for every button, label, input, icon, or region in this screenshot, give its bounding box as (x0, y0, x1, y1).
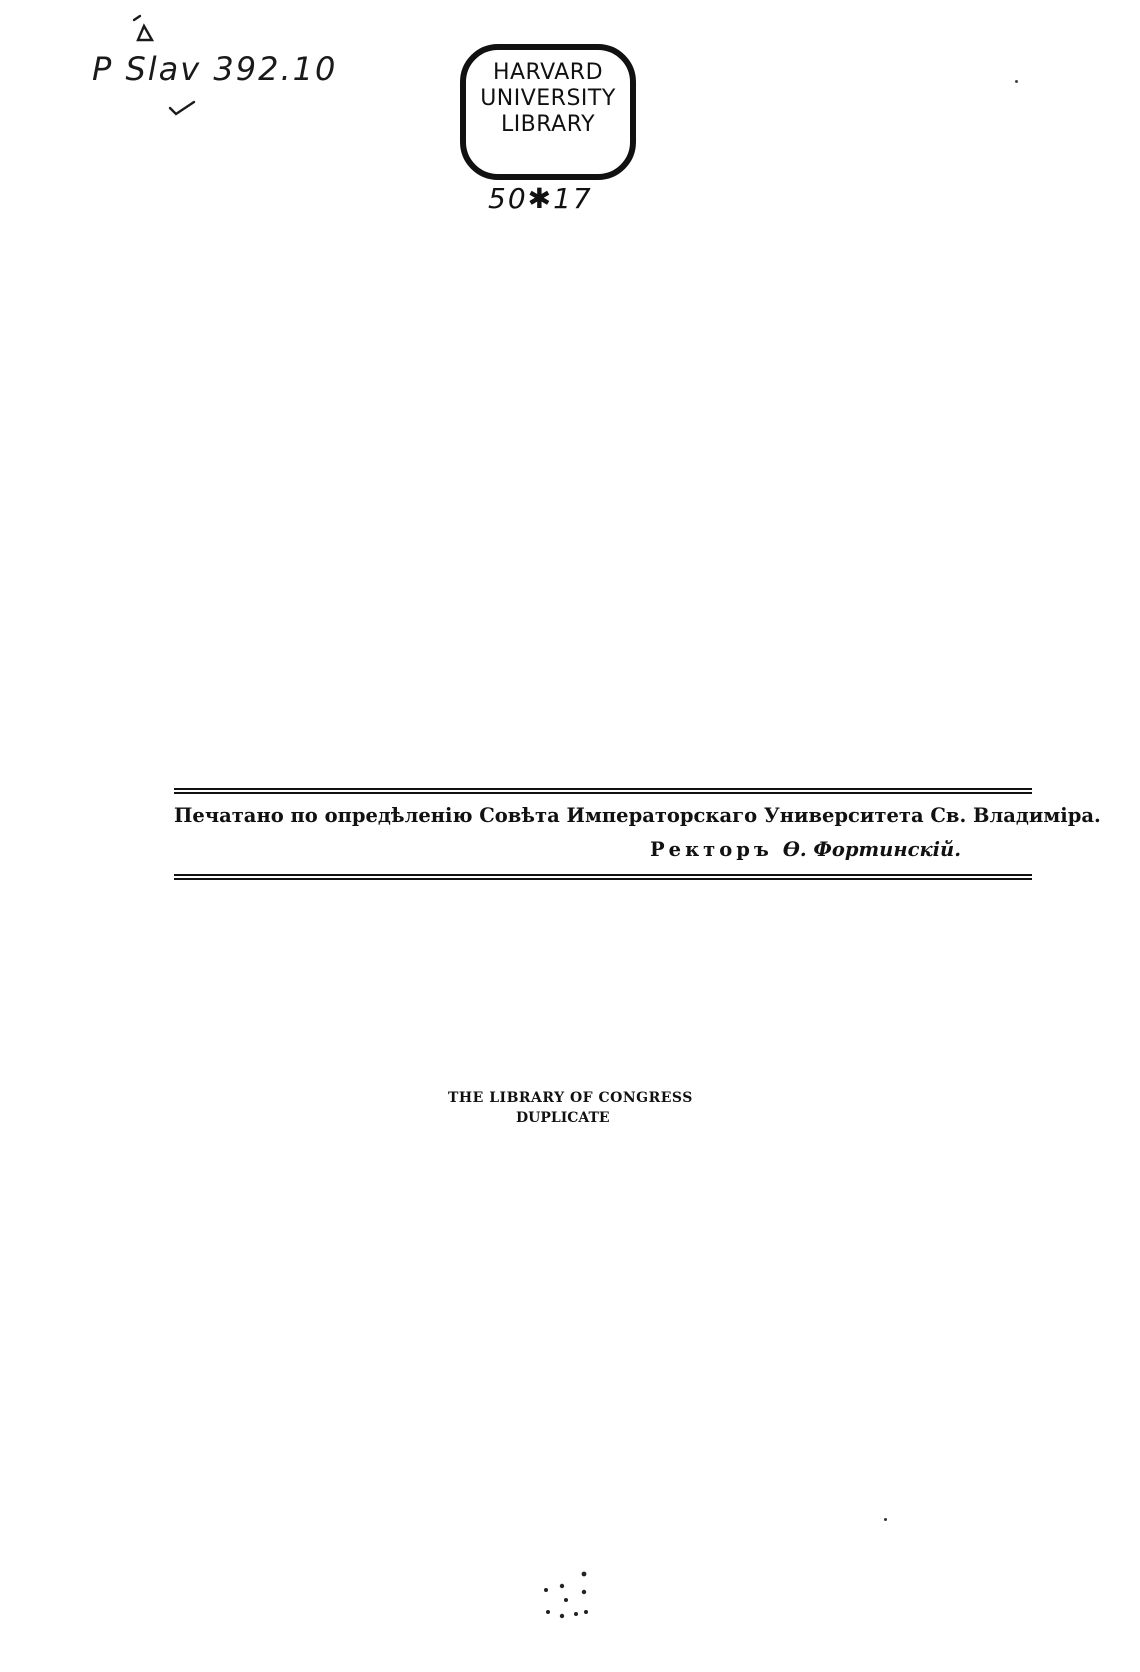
rector-label: Ректоръ (650, 838, 773, 861)
library-of-congress-duplicate-stamp (448, 1088, 693, 1128)
top-double-rule (174, 788, 1032, 794)
stamp-line-2: UNIVERSITY (480, 86, 616, 111)
harvard-library-stamp (460, 44, 636, 180)
bottom-double-rule (174, 874, 1032, 880)
stamp-line-3: LIBRARY (500, 112, 596, 137)
scan-speck (884, 1518, 887, 1521)
handwritten-accession-number: 50✱17 (488, 182, 593, 215)
scan-speck (1015, 80, 1018, 83)
loc-stamp-line-2: DUPLICATE (516, 1110, 610, 1126)
handwritten-check-mark (168, 98, 196, 116)
handwritten-triangle-mark (130, 14, 158, 44)
loc-stamp-line-1: THE LIBRARY OF CONGRESS (448, 1090, 693, 1106)
stamp-line-1: HARVARD (492, 60, 604, 85)
imprint-approval-text: Печатано по опредѣленію Совѣта Императорскаго Университета Св. Владиміра. (174, 804, 1101, 827)
rector-name: Ѳ. Фортинскій. (782, 838, 962, 861)
handwritten-call-number: P Slav 392.10 (92, 50, 338, 88)
scan-specks-cluster (536, 1568, 596, 1628)
rector-signature-line (650, 838, 961, 861)
